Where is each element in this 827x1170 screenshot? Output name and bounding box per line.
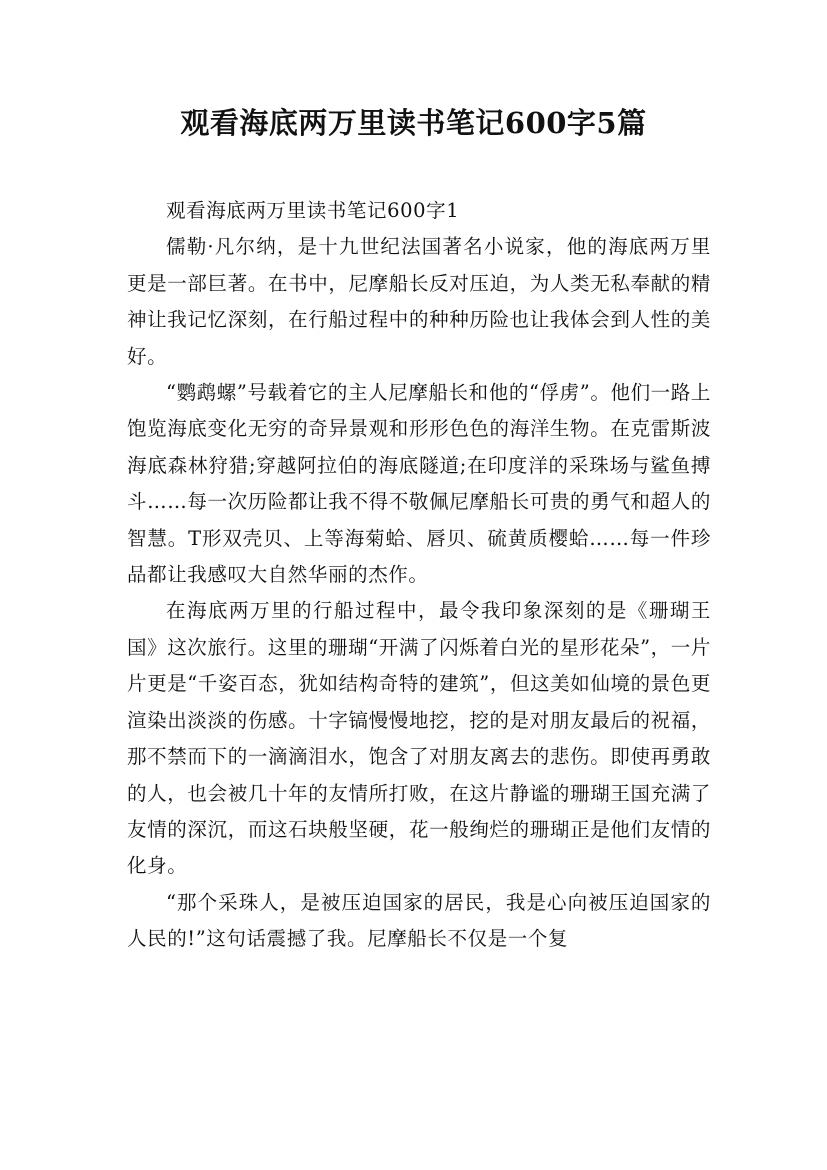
paragraph-3: 在海底两万里的行船过程中，最令我印象深刻的是《珊瑚王国》这次旅行。这里的珊瑚“开满了闪烁着白光的星形花朵”，一片片更是“千姿百态，犹如结构奇特的建筑”，但这美如仙境的景色更渲染出淡淡的伤感。十字镐慢慢地挖，挖的是对朋友最后的祝福，那不禁而下的一滴滴泪水，饱含了对朋友离去的悲伤。即使再勇敢的人，也会被几十年的友情所打败，在这片静谧的珊瑚王国充满了友情的深沉，而这石块般坚硬，花一般绚烂的珊瑚正是他们友情的化身。 <box>127 599 711 878</box>
document-body <box>127 193 711 958</box>
paragraph-4: “那个采珠人，是被压迫国家的居民，我是心向被压迫国家的人民的!”这句话震撼了我。尼摩船长不仅是一个复 <box>127 890 711 951</box>
section-heading: 观看海底两万里读书笔记600字1 <box>166 199 460 222</box>
document-title: 观看海底两万里读书笔记600字5篇 <box>180 106 647 140</box>
paragraph-2: “鹦鹉螺”号载着它的主人尼摩船长和他的“俘虏”。他们一路上饱览海底变化无穷的奇异景观和形形色色的海洋生物。在克雷斯波海底森林狩猎;穿越阿拉伯的海底隧道;在印度洋的采珠场与鲨鱼搏斗……每一次历险都让我不得不敬佩尼摩船长可贵的勇气和超人的智慧。T形双壳贝、上等海菊蛤、唇贝、硫黄质樱蛤……每一件珍品都让我感叹大自然华丽的杰作。 <box>127 381 711 587</box>
paragraph-1: 儒勒·凡尔纳，是十九世纪法国著名小说家，他的海底两万里更是一部巨著。在书中，尼摩船长反对压迫，为人类无私奉献的精神让我记忆深刻，在行船过程中的种种历险也让我体会到人性的美好。 <box>127 235 711 368</box>
